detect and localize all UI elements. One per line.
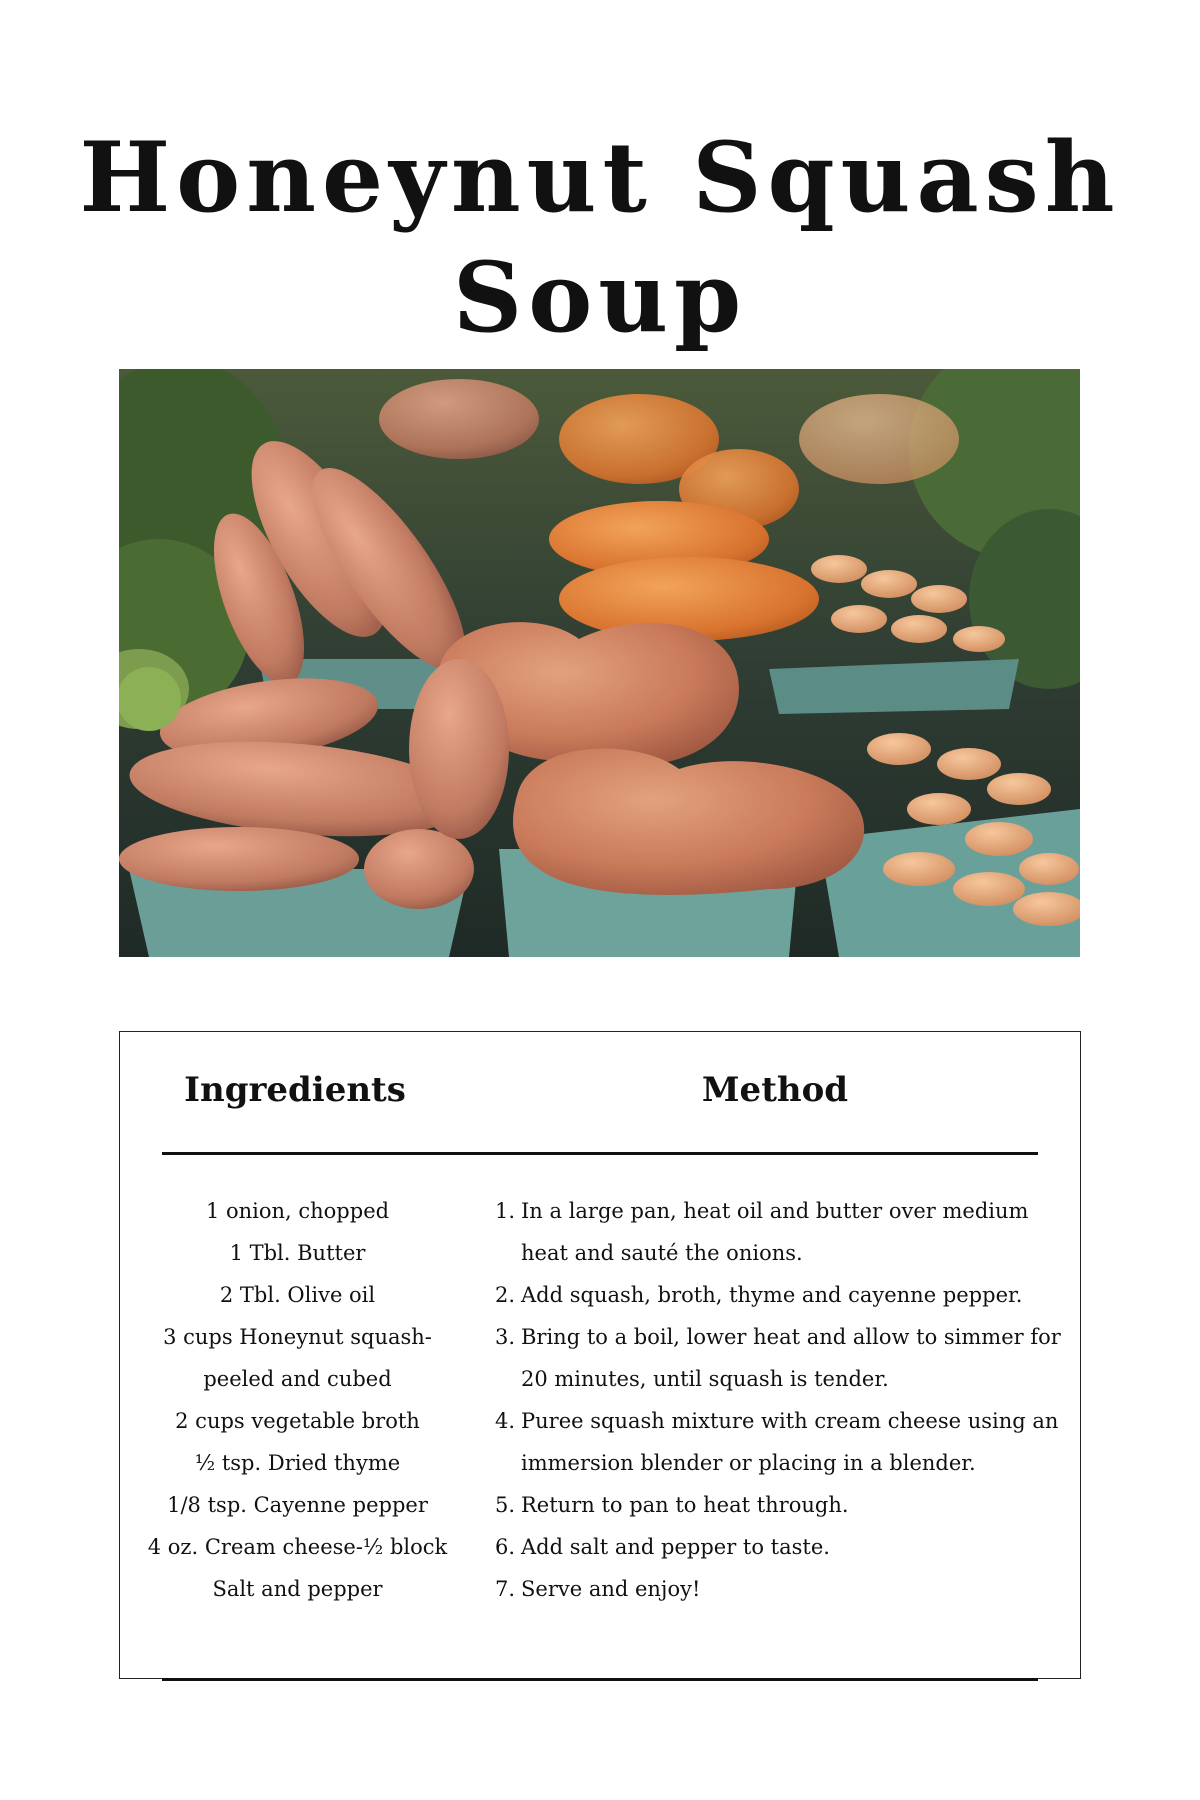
step-number: 7.	[495, 1577, 516, 1601]
ingredient-item: ½ tsp. Dried thyme	[194, 1451, 401, 1475]
step-number: 1.	[495, 1199, 516, 1223]
method-step	[495, 1484, 1075, 1526]
ingredient-item: 2 Tbl. Olive oil	[219, 1283, 376, 1307]
recipe-title	[0, 118, 1200, 358]
ingredient-item: 4 oz. Cream cheese-½ block	[147, 1535, 448, 1559]
step-number: 5.	[495, 1493, 516, 1517]
step-text: In a large pan, heat oil and butter over medium heat and sauté the onions.	[521, 1199, 1029, 1265]
step-text: Add squash, broth, thyme and cayenne pepper.	[521, 1283, 1023, 1307]
ingredient-item: 3 cups Honeynut squash- peeled and cubed	[163, 1325, 432, 1391]
step-text: Serve and enjoy!	[521, 1577, 701, 1601]
step-number: 3.	[495, 1325, 516, 1349]
step-text: Return to pan to heat through.	[521, 1493, 849, 1517]
ingredient-item: 1 Tbl. Butter	[229, 1241, 366, 1265]
step-number: 4.	[495, 1409, 516, 1433]
method-step	[495, 1526, 1075, 1568]
ingredient-item: Salt and pepper	[212, 1577, 383, 1601]
step-text: Bring to a boil, lower heat and allow to simmer for 20 minutes, until squash is tender.	[521, 1325, 1061, 1391]
step-text: Add salt and pepper to taste.	[521, 1535, 830, 1559]
recipe-card	[119, 1031, 1081, 1679]
method-step	[495, 1316, 1075, 1400]
heading-divider	[162, 1152, 1038, 1155]
method-list	[495, 1190, 1075, 1610]
squash-photo-illustration	[119, 369, 1080, 957]
farmers-market-squash-photo	[119, 369, 1080, 957]
title-line-2: Soup	[452, 241, 748, 354]
step-number: 2.	[495, 1283, 516, 1307]
title-line-1: Honeynut Squash	[79, 121, 1121, 234]
ingredient-item: 1 onion, chopped	[205, 1199, 390, 1223]
method-step	[495, 1190, 1075, 1274]
method-step	[495, 1568, 1075, 1610]
step-number: 6.	[495, 1535, 516, 1559]
ingredients-heading: Ingredients	[184, 1070, 406, 1110]
method-step	[495, 1400, 1075, 1484]
ingredient-item: 1/8 tsp. Cayenne pepper	[167, 1493, 428, 1517]
method-step	[495, 1274, 1075, 1316]
ingredient-item: 2 cups vegetable broth	[175, 1409, 420, 1433]
bottom-divider	[162, 1678, 1038, 1681]
ingredients-list	[140, 1190, 455, 1610]
method-heading: Method	[701, 1070, 849, 1110]
step-text: Puree squash mixture with cream cheese using an immersion blender or placing in a blender.	[521, 1409, 1059, 1475]
